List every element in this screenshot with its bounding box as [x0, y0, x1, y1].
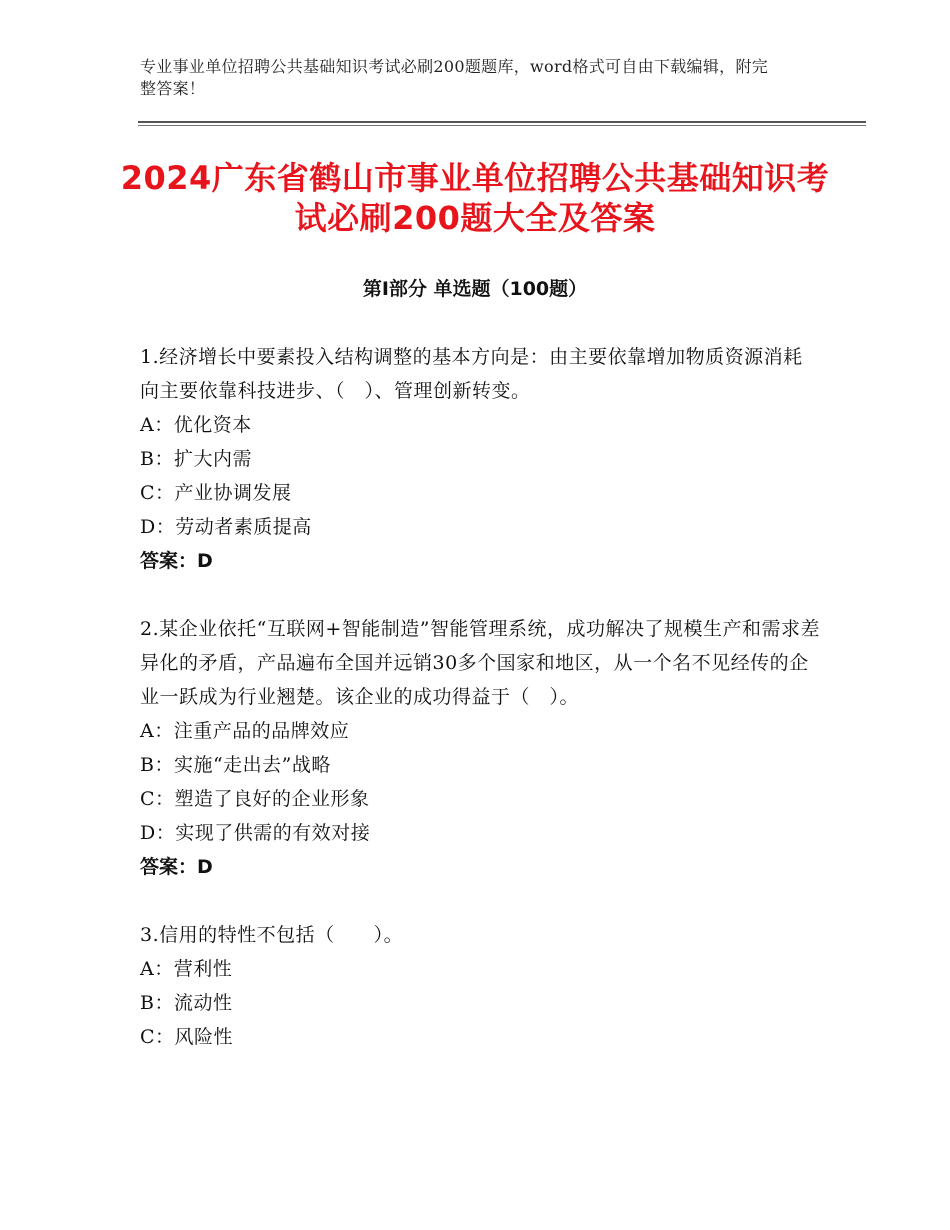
question-3 [140, 918, 820, 1054]
header-note: 专业事业单位招聘公共基础知识考试必刷200题题库，word格式可自由下载编辑，附完整答案！ [140, 57, 769, 98]
option-c: C：塑造了良好的企业形象 [140, 788, 370, 810]
option-d: D：劳动者素质提高 [140, 516, 312, 538]
question-stem: 1.经济增长中要素投入结构调整的基本方向是：由主要依靠增加物质资源消耗向主要依靠科技进步、（ ）、管理创新转变。 [140, 346, 803, 402]
option-b: B：流动性 [140, 992, 233, 1014]
option-a: A：营利性 [140, 958, 233, 980]
document-title: 2024广东省鹤山市事业单位招聘公共基础知识考试必刷200题大全及答案 [120, 159, 830, 237]
option-d: D：实现了供需的有效对接 [140, 822, 371, 844]
question-list [140, 340, 820, 1088]
option-b: B：扩大内需 [140, 448, 252, 470]
question-stem: 3.信用的特性不包括（ ）。 [140, 924, 404, 946]
answer-line: 答案：D [140, 550, 213, 572]
answer-line: 答案：D [140, 856, 213, 878]
section-heading: 第Ⅰ部分 单选题（100题） [362, 278, 588, 300]
option-a: A：注重产品的品牌效应 [140, 720, 350, 742]
option-a: A：优化资本 [140, 414, 252, 436]
option-b: B：实施“走出去”战略 [140, 754, 331, 776]
header-divider-thick [138, 121, 866, 123]
question-1 [140, 340, 820, 578]
question-stem: 2.某企业依托“互联网+智能制造”智能管理系统，成功解决了规模生产和需求差异化的矛盾，产品遍布全国并远销30多个国家和地区，从一个名不见经传的企业一跃成为行业翘楚。该企业的成功得益于（ ）。 [140, 618, 820, 708]
option-c: C：产业协调发展 [140, 482, 292, 504]
question-2 [140, 612, 820, 884]
option-c: C：风险性 [140, 1026, 234, 1048]
header-divider-thin [138, 125, 866, 126]
